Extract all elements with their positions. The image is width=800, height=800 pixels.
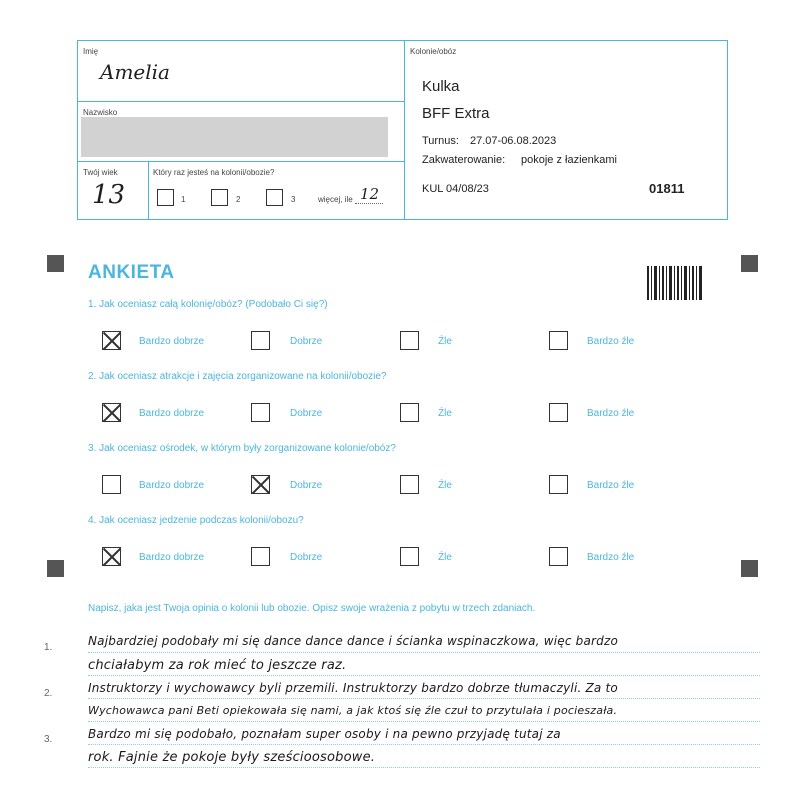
q4-checkbox-bardzo-zle[interactable] <box>549 547 568 566</box>
barcode-icon <box>647 266 702 300</box>
q4-checkbox-dobrze[interactable] <box>251 547 270 566</box>
question-2-text: 2. Jak oceniasz atrakcje i zajęcia zorganizowane na kolonii/obozie? <box>88 371 387 382</box>
q1-label-dobrze: Dobrze <box>290 336 323 347</box>
header-divider-1 <box>78 101 404 102</box>
q4-label-bardzo-zle: Bardzo źle <box>587 552 635 563</box>
camp-code: KUL 04/08/23 <box>422 183 489 195</box>
opinion-text-line-4[interactable]: Wychowawca pani Beti opiekowała się nami, a jak ktoś się źle czuł to przytulała i pocieszała. <box>88 704 618 717</box>
opinion-line-4 <box>88 721 760 722</box>
camp-name-1: Kulka <box>422 78 460 95</box>
q2-checkbox-dobrze[interactable] <box>251 403 270 422</box>
q4-checkbox-zle[interactable] <box>400 547 419 566</box>
turnus-value: 27.07-06.08.2023 <box>470 135 557 147</box>
q2-checkbox-bardzo-dobrze[interactable] <box>102 403 121 422</box>
opinion-text-line-6[interactable]: rok. Fajnie że pokoje były sześcioosobowe. <box>88 750 376 765</box>
header-divider-2 <box>78 161 404 162</box>
name-value[interactable]: Amelia <box>100 60 170 84</box>
question-1-text: 1. Jak oceniasz całą kolonię/obóz? (Podobało Ci się?) <box>88 299 328 310</box>
opinion-line-5 <box>88 744 760 745</box>
opinion-line-2 <box>88 675 760 676</box>
opinion-instruction: Napisz, jaka jest Twoja opinia o kolonii lub obozie. Opisz swoje wrażenia z pobytu w trzech zdaniach. <box>88 603 536 614</box>
question-3-text: 3. Jak oceniasz ośrodek, w którym były zorganizowane kolonie/obóz? <box>88 443 396 454</box>
opinion-number-2: 2. <box>44 688 53 699</box>
q4-label-zle: Źle <box>438 552 452 563</box>
q2-label-zle: Źle <box>438 408 452 419</box>
q2-label-bardzo-zle: Bardzo źle <box>587 408 635 419</box>
times-checkbox-3[interactable] <box>266 189 283 206</box>
q2-checkbox-zle[interactable] <box>400 403 419 422</box>
opinion-line-3 <box>88 698 760 699</box>
opinion-line-6 <box>88 767 760 768</box>
q2-label-dobrze: Dobrze <box>290 408 323 419</box>
times-checkbox-2[interactable] <box>211 189 228 206</box>
times-more-label: więcej, ile <box>318 195 353 204</box>
q4-checkbox-bardzo-dobrze[interactable] <box>102 547 121 566</box>
q3-label-dobrze: Dobrze <box>290 480 323 491</box>
q4-label-dobrze: Dobrze <box>290 552 323 563</box>
times-option-1: 1 <box>181 195 186 204</box>
surname-label: Nazwisko <box>83 108 118 117</box>
times-checkbox-1[interactable] <box>157 189 174 206</box>
q1-label-bardzo-dobrze: Bardzo dobrze <box>139 336 205 347</box>
q2-label-bardzo-dobrze: Bardzo dobrze <box>139 408 205 419</box>
accommodation-value: pokoje z łazienkami <box>521 154 617 166</box>
q3-label-bardzo-dobrze: Bardzo dobrze <box>139 480 205 491</box>
survey-title: ANKIETA <box>88 262 175 283</box>
opinion-text-line-2[interactable]: chciałabym za rok mieć to jeszcze raz. <box>88 658 347 673</box>
times-more-value[interactable]: 12 <box>360 185 380 203</box>
q3-label-zle: Źle <box>438 480 452 491</box>
opinion-line-1 <box>88 652 760 653</box>
header-divider-3 <box>148 161 149 220</box>
camp-name-2: BFF Extra <box>422 105 490 122</box>
opinion-text-line-5[interactable]: Bardzo mi się podobało, poznałam super osoby i na pewno przyjadę tutaj za <box>88 727 561 741</box>
q3-checkbox-dobrze[interactable] <box>251 475 270 494</box>
question-4-text: 4. Jak oceniasz jedzenie podczas kolonii/obozu? <box>88 515 304 526</box>
turnus-label: Turnus: <box>422 135 459 147</box>
name-label: Imię <box>83 47 99 56</box>
q1-checkbox-dobrze[interactable] <box>251 331 270 350</box>
times-option-2: 2 <box>236 195 241 204</box>
camp-label: Kolonie/obóz <box>410 47 457 56</box>
times-label: Który raz jesteś na kolonii/obozie? <box>153 168 275 177</box>
registration-marker-top-left <box>47 255 64 272</box>
q3-label-bardzo-zle: Bardzo źle <box>587 480 635 491</box>
q1-checkbox-zle[interactable] <box>400 331 419 350</box>
q3-checkbox-bardzo-dobrze[interactable] <box>102 475 121 494</box>
age-label: Twój wiek <box>83 168 118 177</box>
camp-number: 01811 <box>649 181 685 196</box>
accommodation-label: Zakwaterowanie: <box>422 154 506 166</box>
times-more-line <box>355 203 383 204</box>
opinion-number-3: 3. <box>44 734 53 745</box>
q2-checkbox-bardzo-zle[interactable] <box>549 403 568 422</box>
q1-checkbox-bardzo-zle[interactable] <box>549 331 568 350</box>
times-option-3: 3 <box>291 195 296 204</box>
surname-redacted <box>81 117 388 157</box>
opinion-text-line-3[interactable]: Instruktorzy i wychowawcy byli przemili. Instruktorzy bardzo dobrze tłumaczyli. Za to <box>88 681 618 695</box>
registration-marker-bottom-right <box>741 560 758 577</box>
opinion-text-line-1[interactable]: Najbardziej podobały mi się dance dance dance i ścianka wspinaczkowa, więc bardzo <box>88 634 619 648</box>
q1-label-bardzo-zle: Bardzo źle <box>587 336 635 347</box>
q3-checkbox-zle[interactable] <box>400 475 419 494</box>
q1-checkbox-bardzo-dobrze[interactable] <box>102 331 121 350</box>
opinion-number-1: 1. <box>44 642 53 653</box>
q3-checkbox-bardzo-zle[interactable] <box>549 475 568 494</box>
registration-marker-top-right <box>741 255 758 272</box>
q4-label-bardzo-dobrze: Bardzo dobrze <box>139 552 205 563</box>
age-value[interactable]: 13 <box>92 180 126 210</box>
q1-label-zle: Źle <box>438 336 452 347</box>
registration-marker-bottom-left <box>47 560 64 577</box>
header-divider-vertical <box>404 41 405 220</box>
